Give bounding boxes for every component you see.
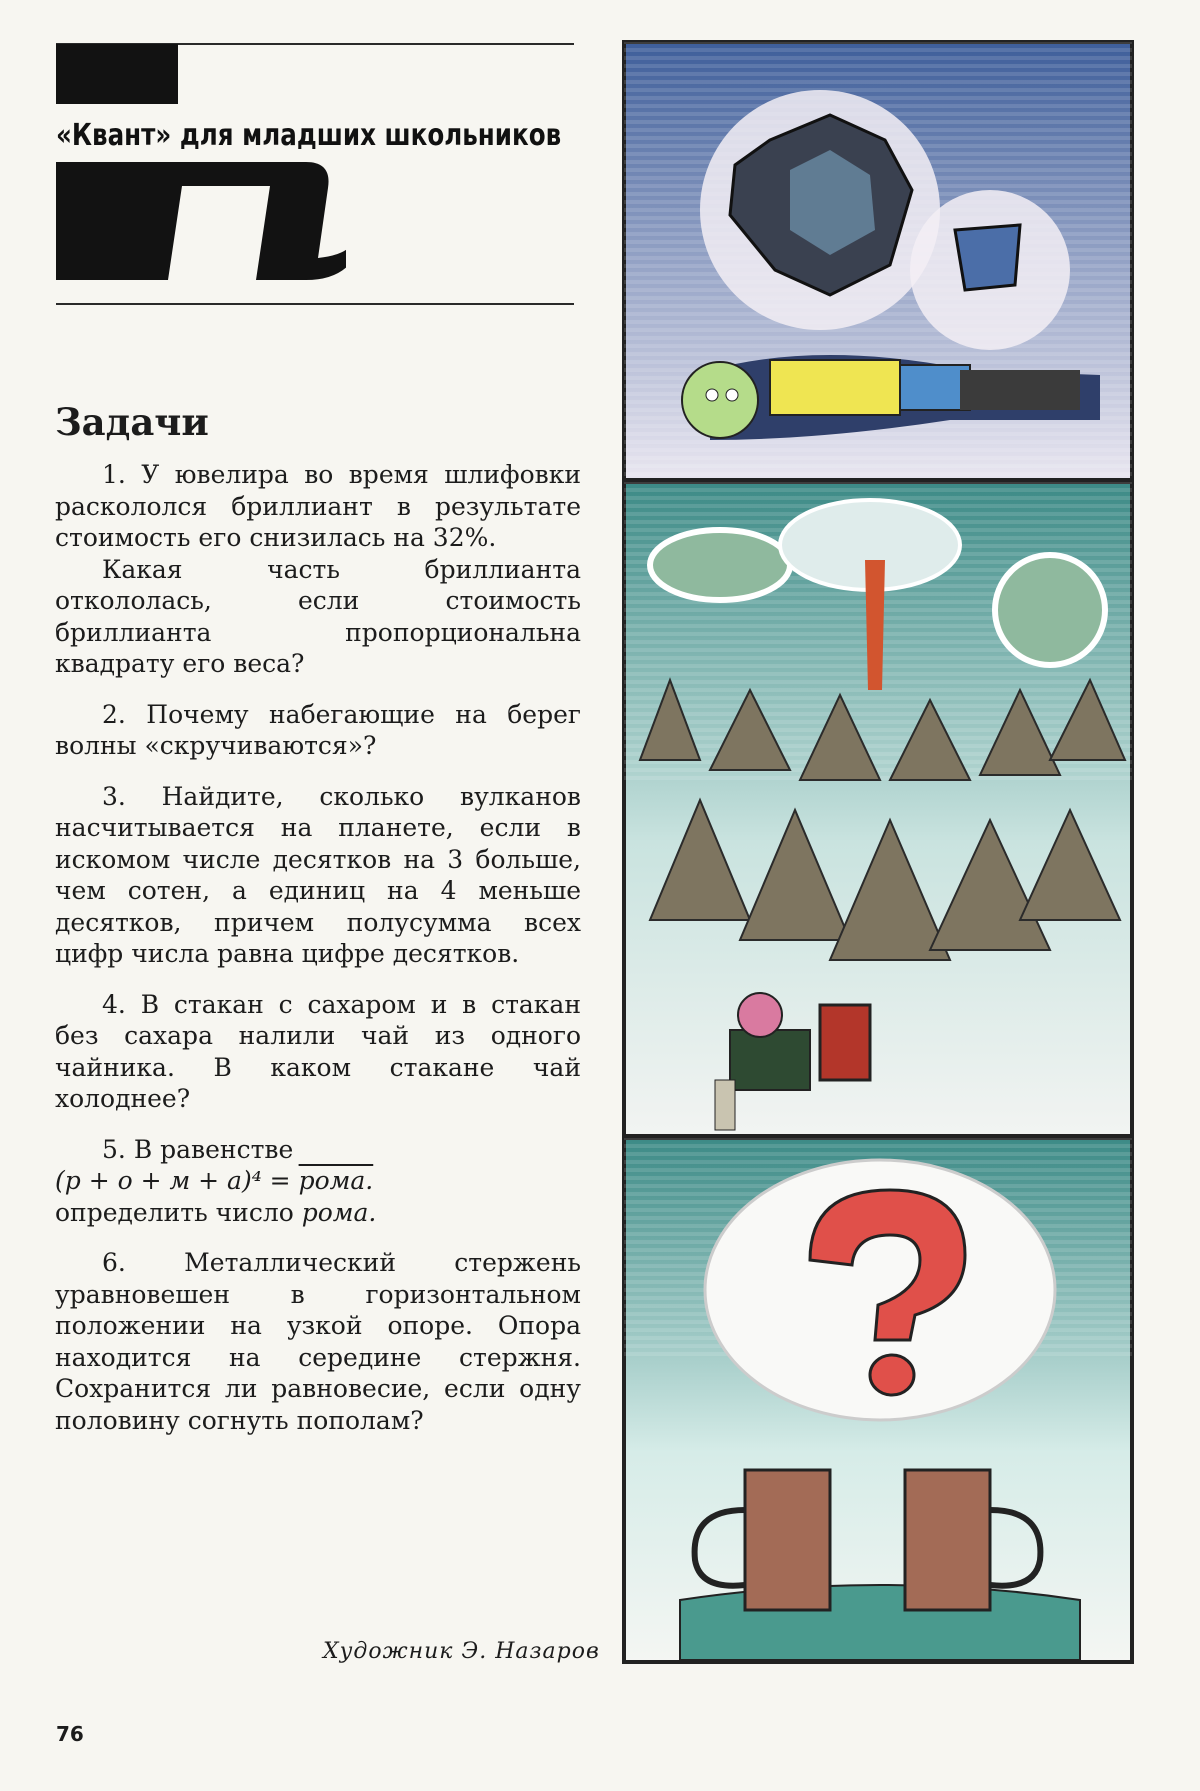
panel-tea-glasses	[624, 1138, 1132, 1662]
problem-number: 3.	[102, 781, 126, 811]
problem-text-after: определить число	[55, 1197, 302, 1227]
logo-arch	[56, 162, 346, 282]
equation	[55, 1165, 581, 1197]
equation-lhs: (р + о + м + а)⁴ =	[55, 1166, 299, 1195]
page-number: 76	[56, 1722, 84, 1746]
illustration-art	[620, 40, 1136, 1666]
equation-rhs: рома.	[298, 1166, 374, 1195]
problem-4	[55, 989, 581, 1115]
bottom-rule	[56, 303, 574, 305]
problem-text: В равенстве	[133, 1134, 294, 1164]
rubric-heading: «Квант» для младших школьников	[56, 118, 562, 153]
problem-list	[55, 459, 581, 1455]
problem-number: 5.	[102, 1134, 126, 1164]
problem-2	[55, 699, 581, 762]
problem-5	[55, 1134, 581, 1229]
problem-text: У ювелира во время шлифовки раскололся бриллиант в результате стоимость его снизилась на 32%.	[55, 460, 581, 552]
problem-number: 2.	[102, 699, 126, 729]
problem-6	[55, 1247, 581, 1436]
problem-number: 6.	[102, 1248, 126, 1277]
panel-diamond	[624, 42, 1132, 480]
problem-text: В стакан с сахаром и в стакан без сахара налили чай из одного чайника. В каком стакане чай холоднее?	[55, 989, 581, 1113]
illustrator-credit: Художник Э. Назаров	[323, 1639, 600, 1664]
problem-text-after-word: рома.	[301, 1197, 377, 1227]
problem-number: 4.	[102, 989, 126, 1019]
section-title: Задачи	[55, 400, 209, 444]
problem-text-continued: Какая часть бриллианта откололась, если стоимость бриллианта пропорциональна квадрату его веса?	[55, 554, 581, 678]
problem-3	[55, 781, 581, 970]
problem-1	[55, 459, 581, 680]
problem-text: Найдите, сколько вулканов насчитывается на планете, если в искомом числе десятков на 3 больше, чем сотен, а единиц на 4 меньше десятков, причем полусумма всех цифр числа равна цифре десятков.	[55, 781, 581, 968]
illustration	[620, 40, 1136, 1666]
problem-text: Металлический стержень уравновешен в горизонтальном положении на узкой опоре. Опора находится на середине стержня. Сохранится ли равновесие, если одну половину согнуть пополам?	[55, 1248, 581, 1435]
panel-volcanoes	[624, 482, 1132, 1136]
problem-text: Почему набегающие на берег волны «скручиваются»?	[55, 699, 581, 760]
problem-number: 1.	[102, 460, 126, 489]
